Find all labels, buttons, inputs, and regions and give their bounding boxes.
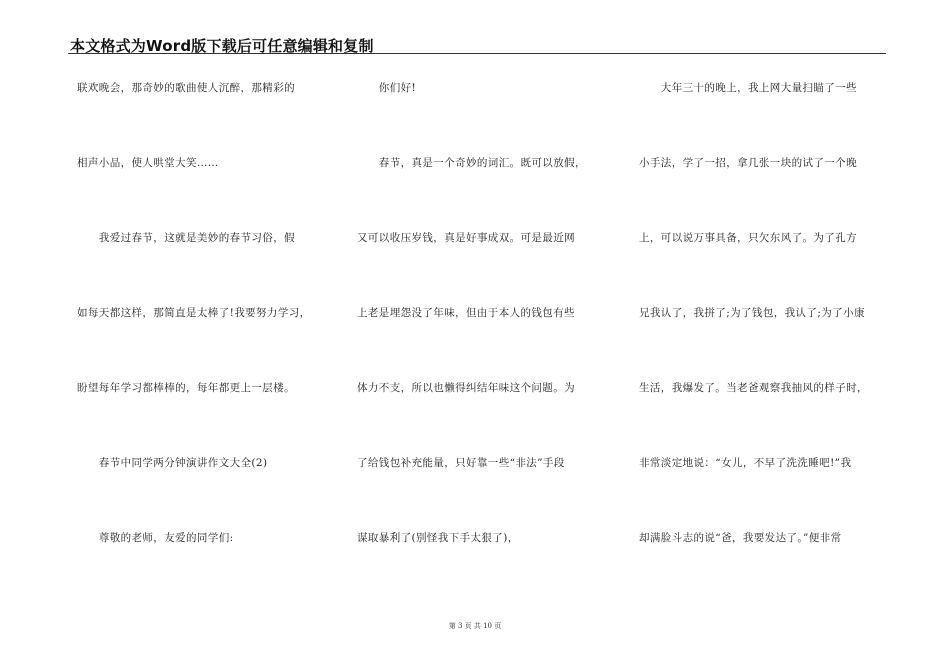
document-header-title: 本文格式为Word版下载后可任意编辑和复制	[70, 37, 374, 55]
text-line: 盼望每年学习都棒棒的，每年都更上一层楼。	[77, 382, 295, 394]
text-line: 联欢晚会，那奇妙的歌曲使人沉醉，那精彩的	[77, 82, 295, 94]
text-line: 春节中同学两分钟演讲作文大全(2)	[77, 457, 268, 469]
text-line: 谋取暴利了(别怪我下手太狠了)，	[357, 532, 519, 544]
text-line: 春节，真是一个奇妙的词汇。既可以放假，	[357, 157, 586, 169]
text-line: 却满脸斗志的说“爸，我要发达了。”便非常	[639, 532, 842, 544]
page-number: 第 3 页 共 10 页	[448, 622, 502, 630]
header-divider	[68, 53, 886, 54]
text-line: 上，可以说万事具备，只欠东风了。为了孔方	[639, 232, 857, 244]
text-line: 非常淡定地说：“女儿，不早了洗洗睡吧!”我	[639, 457, 852, 469]
text-line: 相声小品，使人哄堂大笑……	[77, 157, 219, 169]
text-line: 体力不支，所以也懒得纠结年味这个问题。为	[357, 382, 575, 394]
text-line: 上老是埋怨没了年味，但由于本人的钱包有些	[357, 307, 575, 319]
text-line: 小手法，学了一招，拿几张一块的试了一个晚	[639, 157, 857, 169]
text-line: 大年三十的晚上，我上网大量扫瞄了一些	[639, 82, 857, 94]
text-line: 了给钱包补充能量，只好靠一些“非法”手段	[357, 457, 565, 469]
text-line: 兄我认了，我拼了;为了钱包，我认了;为了小康	[639, 307, 865, 319]
text-line: 我爱过春节，这就是美妙的春节习俗，假	[77, 232, 295, 244]
text-line: 如每天都这样，那简直是太棒了!我要努力学习，	[77, 307, 311, 319]
text-line: 你们好!	[357, 82, 417, 94]
text-line: 生活，我爆发了。当老爸观察我抽风的样子时，	[639, 382, 868, 394]
text-line: 尊敬的老师，友爱的同学们:	[77, 532, 234, 544]
text-line: 又可以收压岁钱，真是好事成双。可是最近网	[357, 232, 575, 244]
